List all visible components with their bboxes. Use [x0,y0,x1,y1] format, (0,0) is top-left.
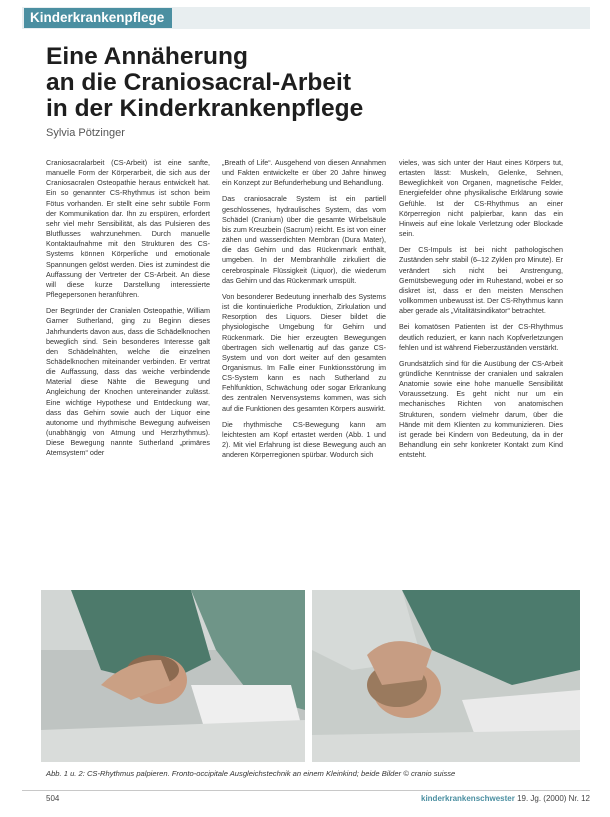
paragraph: „Breath of Life“. Ausgehend von diesen Annahmen und Fakten entwickelte er über 20 Jahre hinweg ein Konzept zur Befunderhebung und Behandlung. [222,158,386,188]
paragraph: Craniosacralarbeit (CS-Arbeit) ist eine sanfte, manuelle Form der Körperarbeit, die sich aus der Craniosacralen Osteopathie heraus entwickelt hat. Ein so genannter CS-Rhythmus ist schon beim Fötus vorhanden. Er stellt eine sehr subtile Form der Kommunikation dar. Ihn zu erspüren, erfordert sehr viel mehr Sensibilität, als das Pulsieren des Blutflusses wahrzunehmen. Durch manuelle Kontaktaufnahme mit den Strukturen des CS-Systems können Körperliche und emotionale Spannungen gelöst werden. Dies ist zumindest die Auffassung der Vertreter der CS-Arbeit. An diese will diese kurze Darstellung interessierte Pflegepersonen heranführen. [46,158,210,300]
journal-name: kinderkrankenschwester [421,794,515,803]
paragraph: Bei komatösen Patienten ist der CS-Rhythmus deutlich reduziert, er kann nach Kopfverletzungen fehlen und ist während Fieberzuständen verstärkt. [399,322,563,352]
paragraph: Das craniosacrale System ist ein partiell geschlossenes, hydraulisches System, das vom Schädel (Cranium) über die gesamte Wirbelsäule bis zum Kreuzbein (Sacrum) reicht. Es ist von einer zähen und wasserdichten Membran (Dura Mater), die das Gehirn und das Rückenmark enthält, umgeben. In der Membranhülle zirkuliert die cerebrospinale Flüssigkeit (Liquor), die wiederum das Gehirn und das Rückenmark umspült. [222,194,386,285]
figure-caption: Abb. 1 u. 2: CS-Rhythmus palpieren. Fronto-occipitale Ausgleichstechnik an einem Kleinkind; beide Bilder © cranio suisse [46,769,456,778]
paragraph: vieles, was sich unter der Haut eines Körpers tut, ertasten lässt: Muskeln, Gelenke, Sehnen, Beweglichkeit von Organen, magnetische Felder, Energiefelder ohne physikalische Erklärung sowie Gefühle. Ist der CS-Rhythmus an einer Körperregion nicht palpierbar, kann das ein Hinweis auf eine lokale Verletzung oder Blockade sein. [399,158,563,239]
title-line: in der Kinderkrankenpflege [46,95,364,122]
journal-issue: 19. Jg. (2000) Nr. 12 [517,794,590,803]
paragraph: Der Begründer der Cranialen Osteopathie, William Garner Sutherland, ging zu Beginn dieses Jahrhunderts davon aus, dass die Schädelknochen beweglich sind. Sein besonderes Interesse galt den Schädelnähten, welche die einzelnen Schädelknochen miteinander verbinden. Er vertrat die Auffassung, dass das weiche verbindende Material diese Nähte die Bewegung und Angleichung der Knochen untereinander zulässt. Eine wichtige Hypothese und Entdeckung war, dass das Gehirn sowie auch der Liquor eine autonome und rhythmische Bewegung aufweisen (unabhängig von Atmung und Herzrhythmus). Diese Bewegung nannte Sutherland „primäres Atemsystem“ oder [46,306,210,458]
title-line: Eine Annäherung [46,43,248,70]
article-title [46,44,566,122]
photo-child-treatment-2 [312,590,580,762]
page-number: 504 [46,794,60,803]
title-line: an die Craniosacral-Arbeit [46,69,351,96]
journal-info [421,794,590,803]
author-name: Sylvia Pötzinger [46,127,125,139]
paragraph: Von besonderer Bedeutung innerhalb des Systems ist die kontinuierliche Produktion, Zirkulation und Resorption des Liquors. Dieser bildet die physiologische Umgebung für Gehirn und Rückenmark. Die hier erzeugten Bewegungen übertragen sich wellenartig auf das ganze CS-System und von dort weiter auf den gesamten Organismus. Im Falle einer Funktionsstörung im CS-System kann es nach Sutherland zu Fehlfunktion, Schwächung oder sogar Erkrankung des zentralen Nervensystems kommen, was sich auf die Funktionen des gesamten Körpers auswirkt. [222,291,386,413]
text-column-2 [222,158,386,466]
section-label: Kinderkrankenpflege [24,8,172,28]
paragraph: Die rhythmische CS-Bewegung kann am leichtesten am Kopf ertastet werden (Abb. 1 und 2). Mit viel Erfahrung ist diese Bewegung auch an anderen Körperregionen spürbar. Wodurch sich [222,419,386,460]
footer-divider [22,790,590,791]
photo-child-treatment-1 [41,590,305,762]
text-column-3 [399,158,563,466]
paragraph: Der CS-Impuls ist bei nicht pathologischen Zuständen sehr stabil (6–12 Zyklen pro Minute). Er verändert sich nicht bei Anstrengung, Gemütsbewegung oder im Ruhestand, wobei er so diskret ist, dass er den meisten Menschen vollkommen unbewusst ist. Der CS-Rhythmus kann aber gerade als „Vitalitätsindikator“ betrachtet. [399,245,563,316]
paragraph: Grundsätzlich sind für die Ausübung der CS-Arbeit gründliche Kenntnisse der cranialen und sakralen Anatomie sowie eine hohe manuelle Sensibilität Voraussetzung. Es geht nicht nur um ein mechanisches Richten von anatomischen Strukturen, sondern vielmehr darum, über die Hände mit dem Klienten zu kommunizieren. Dies ist gerade bei Kindern von Bedeutung, da in der Behandlung ein sehr konkreter Kontakt zum Kind entsteht. [399,358,563,460]
text-column-1 [46,158,210,465]
